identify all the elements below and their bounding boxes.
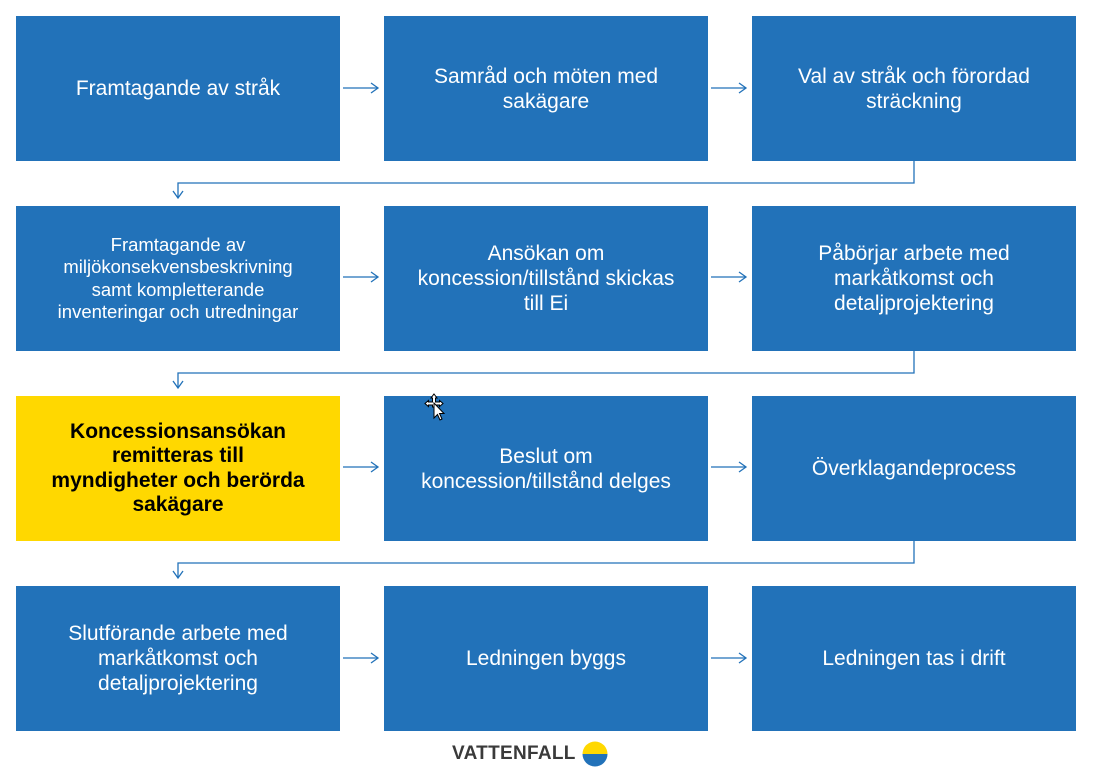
arrow-3-4: [173, 161, 914, 198]
step-2-box: Samråd och möten med sakägare: [384, 16, 708, 161]
arrow-1-2: [343, 83, 378, 93]
step-4-box: Framtagande av miljökonsekvensbeskrivning samt kompletterande inventeringar och utredningar: [16, 206, 340, 351]
arrow-9-10: [173, 541, 914, 578]
step-1-box: Framtagande av stråk: [16, 16, 340, 161]
arrow-10-11: [343, 653, 378, 663]
step-7-box-highlighted: Koncessionsansökan remitteras till myndigheter och berörda sakägare: [16, 396, 340, 541]
arrow-2-3: [711, 83, 746, 93]
arrow-6-7: [173, 351, 914, 388]
step-9-box: Överklagandeprocess: [752, 396, 1076, 541]
arrow-7-8: [343, 462, 378, 472]
step-10-box: Slutförande arbete med markåtkomst och detaljprojektering: [16, 586, 340, 731]
vattenfall-logo: [452, 741, 608, 767]
step-11-box: Ledningen byggs: [384, 586, 708, 731]
arrow-4-5: [343, 272, 378, 282]
vattenfall-sun-icon: [582, 741, 608, 767]
arrow-5-6: [711, 272, 746, 282]
step-3-box: Val av stråk och förordad sträckning: [752, 16, 1076, 161]
step-12-box: Ledningen tas i drift: [752, 586, 1076, 731]
move-cursor-icon: [424, 393, 448, 421]
step-8-box: Beslut om koncession/tillstånd delges: [384, 396, 708, 541]
step-6-box: Påbörjar arbete med markåtkomst och detaljprojektering: [752, 206, 1076, 351]
arrow-11-12: [711, 653, 746, 663]
logo-text: VATTENFALL: [452, 743, 576, 764]
step-5-box: Ansökan om koncession/tillstånd skickas till Ei: [384, 206, 708, 351]
arrow-8-9: [711, 462, 746, 472]
